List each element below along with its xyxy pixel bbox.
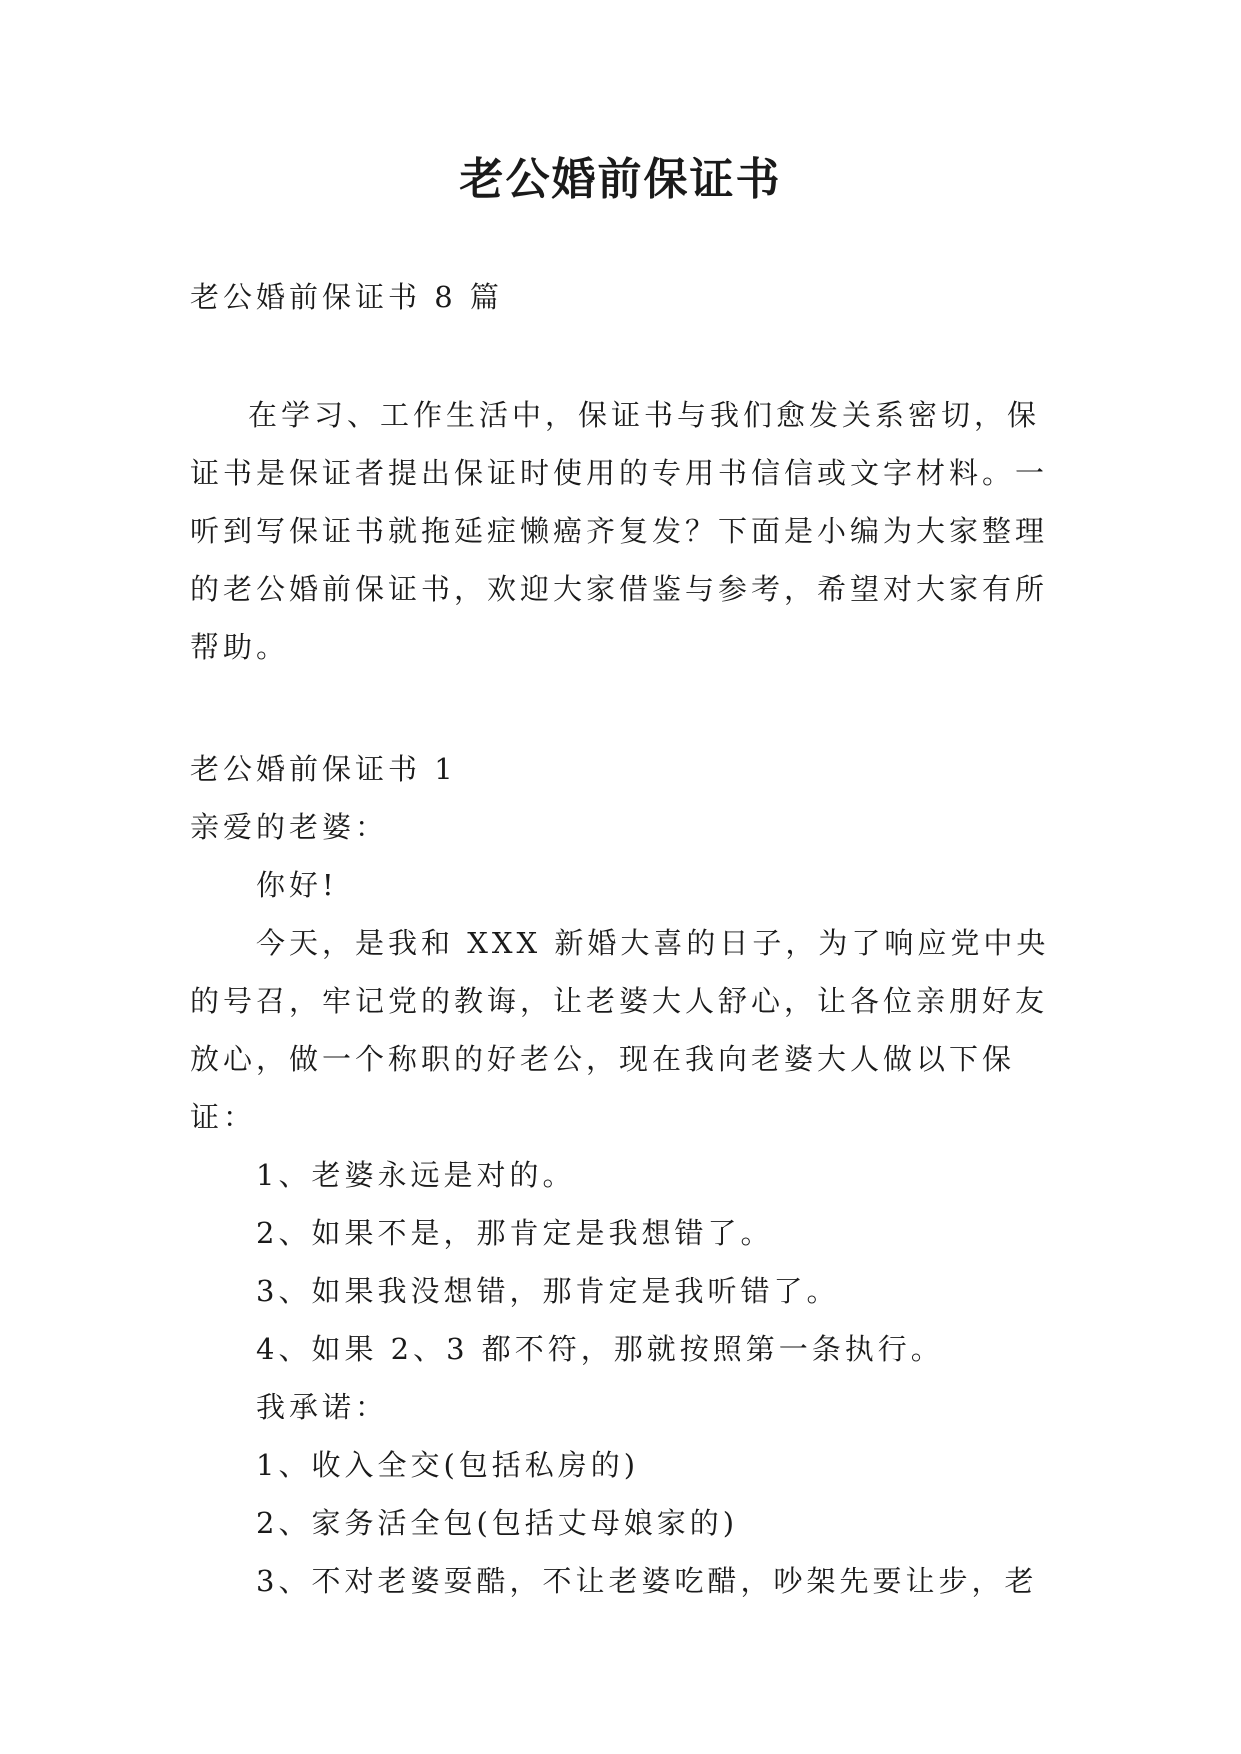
document-subtitle: 老公婚前保证书 8 篇 bbox=[190, 280, 503, 314]
promise-item: 1、收入全交(包括私房的) bbox=[256, 1448, 640, 1482]
promise-label: 我承诺： bbox=[256, 1390, 389, 1424]
document-title: 老公婚前保证书 bbox=[459, 154, 782, 205]
promise-item: 3、不对老婆耍酷，不让老婆吃醋，吵架先要让步，老 bbox=[256, 1564, 1038, 1598]
rule-item: 3、如果我没想错，那肯定是我听错了。 bbox=[256, 1274, 840, 1308]
rule-item: 2、如果不是，那肯定是我想错了。 bbox=[256, 1216, 774, 1250]
document-body bbox=[190, 268, 1050, 1610]
rule-item: 4、如果 2、3 都不符，那就按照第一条执行。 bbox=[256, 1332, 944, 1366]
body-paragraph: 今天，是我和 XXX 新婚大喜的日子，为了响应党中央的号召，牢记党的教诲，让老婆大人舒心，让各位亲朋好友放心，做一个称职的好老公，现在我向老婆大人做以下保证： bbox=[190, 926, 1050, 1134]
intro-paragraph: 在学习、工作生活中，保证书与我们愈发关系密切，保证书是保证者提出保证时使用的专用书信信或文字材料。一听到写保证书就拖延症懒癌齐复发？下面是小编为大家整理的老公婚前保证书，欢迎大家借鉴与参考，希望对大家有所帮助。 bbox=[190, 398, 1049, 664]
rule-item: 1、老婆永远是对的。 bbox=[256, 1158, 576, 1192]
greeting: 你好! bbox=[256, 868, 338, 902]
promise-item: 2、家务活全包(包括丈母娘家的) bbox=[256, 1506, 739, 1540]
salutation: 亲爱的老婆： bbox=[190, 810, 389, 844]
section-heading: 老公婚前保证书 1 bbox=[190, 752, 457, 786]
